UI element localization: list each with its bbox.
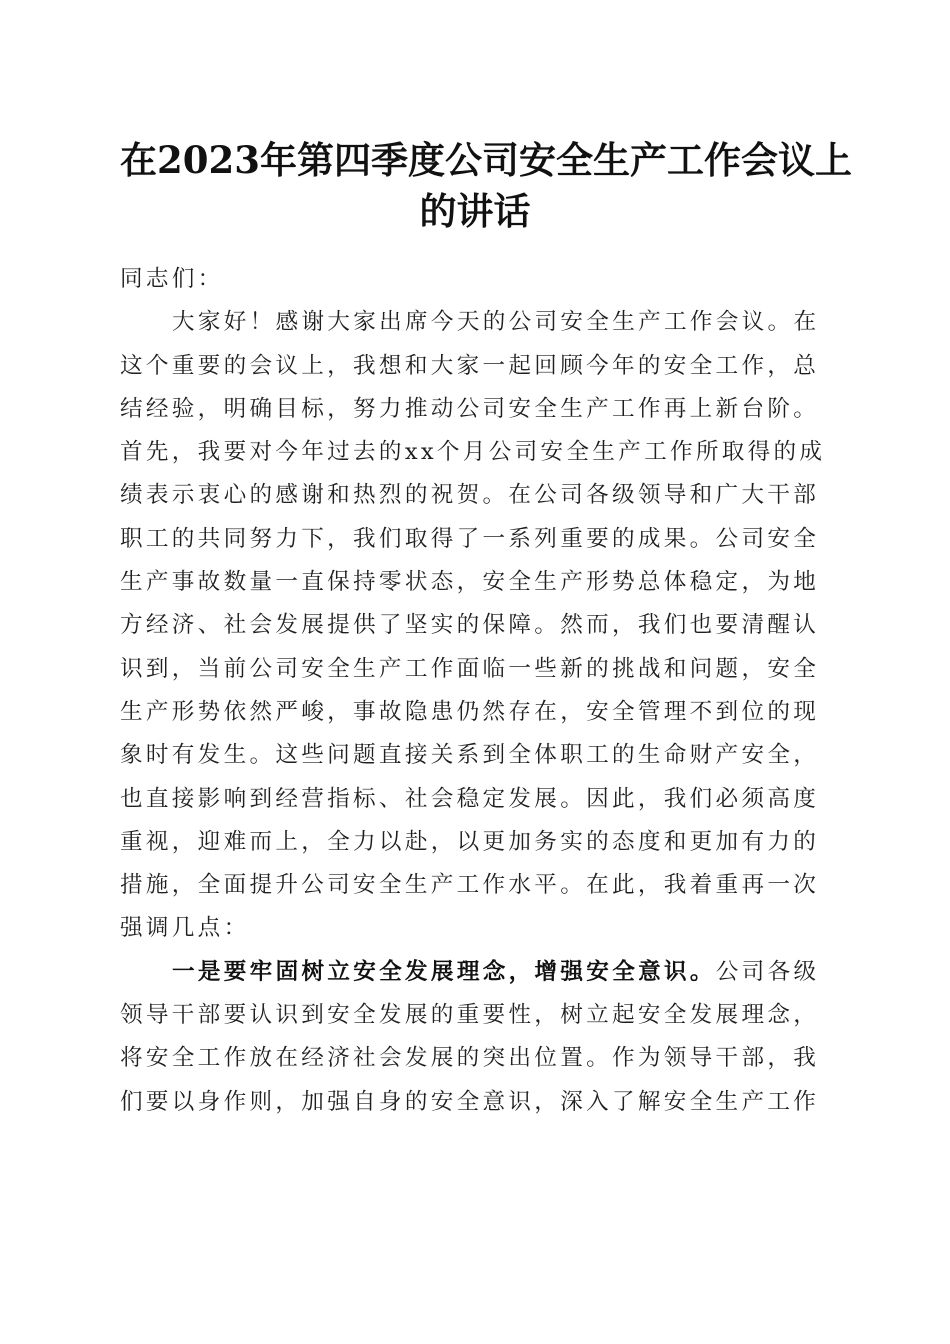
paragraph-line: 方经济、社会发展提供了坚实的保障。然而，我们也要清醒认 [120, 612, 820, 639]
paragraph-line: 强调几点： [120, 915, 250, 942]
document-title [120, 135, 852, 237]
paragraph-line [120, 951, 825, 994]
paragraph-line: 职工的共同努力下，我们取得了一系列重要的成果。公司安全 [120, 525, 820, 552]
paragraph-line: 结经验，明确目标，努力推动公司安全生产工作再上新台阶。 [120, 395, 820, 422]
paragraph-line: 领导干部要认识到安全发展的重要性，树立起安全发展理念， [120, 1002, 820, 1029]
paragraph-line: 生产事故数量一直保持零状态，安全生产形势总体稳定，为地 [120, 569, 820, 596]
paragraph-line: 重视，迎难而上，全力以赴，以更加务实的态度和更加有力的 [120, 828, 820, 855]
salutation: 同志们： [120, 266, 224, 292]
paragraph-line: 首先，我要对今年过去的xx个月公司安全生产工作所取得的成 [120, 439, 826, 466]
paragraph-line: 们要以身作则，加强自身的安全意识，深入了解安全生产工作 [120, 1088, 820, 1115]
title-line-2: 的讲话 [419, 189, 531, 233]
paragraph-line: 这个重要的会议上，我想和大家一起回顾今年的安全工作，总 [120, 352, 820, 379]
paragraph-line: 将安全工作放在经济社会发展的突出位置。作为领导干部，我 [120, 1045, 820, 1072]
title-line-1: 在2023年第四季度公司安全生产工作会议上 [120, 138, 852, 182]
paragraph-line: 绩表示衷心的感谢和热烈的祝贺。在公司各级领导和广大干部 [120, 482, 820, 509]
paragraph-line: 象时有发生。这些问题直接关系到全体职工的生命财产安全， [120, 742, 820, 769]
paragraph-line: 生产形势依然严峻，事故隐患仍然存在，安全管理不到位的现 [120, 698, 820, 725]
paragraph-line: 措施，全面提升公司安全生产工作水平。在此，我着重再一次 [120, 872, 820, 899]
document-body [120, 258, 825, 1124]
paragraph-line: 也直接影响到经营指标、社会稳定发展。因此，我们必须高度 [120, 785, 820, 812]
paragraph-text: 公司各级 [715, 958, 820, 985]
paragraph-line: 识到，当前公司安全生产工作面临一些新的挑战和问题，安全 [120, 655, 820, 682]
section-heading: 一是要牢固树立安全发展理念，增强安全意识。 [172, 958, 716, 985]
paragraph-line: 大家好！感谢大家出席今天的公司安全生产工作会议。在 [172, 309, 820, 336]
